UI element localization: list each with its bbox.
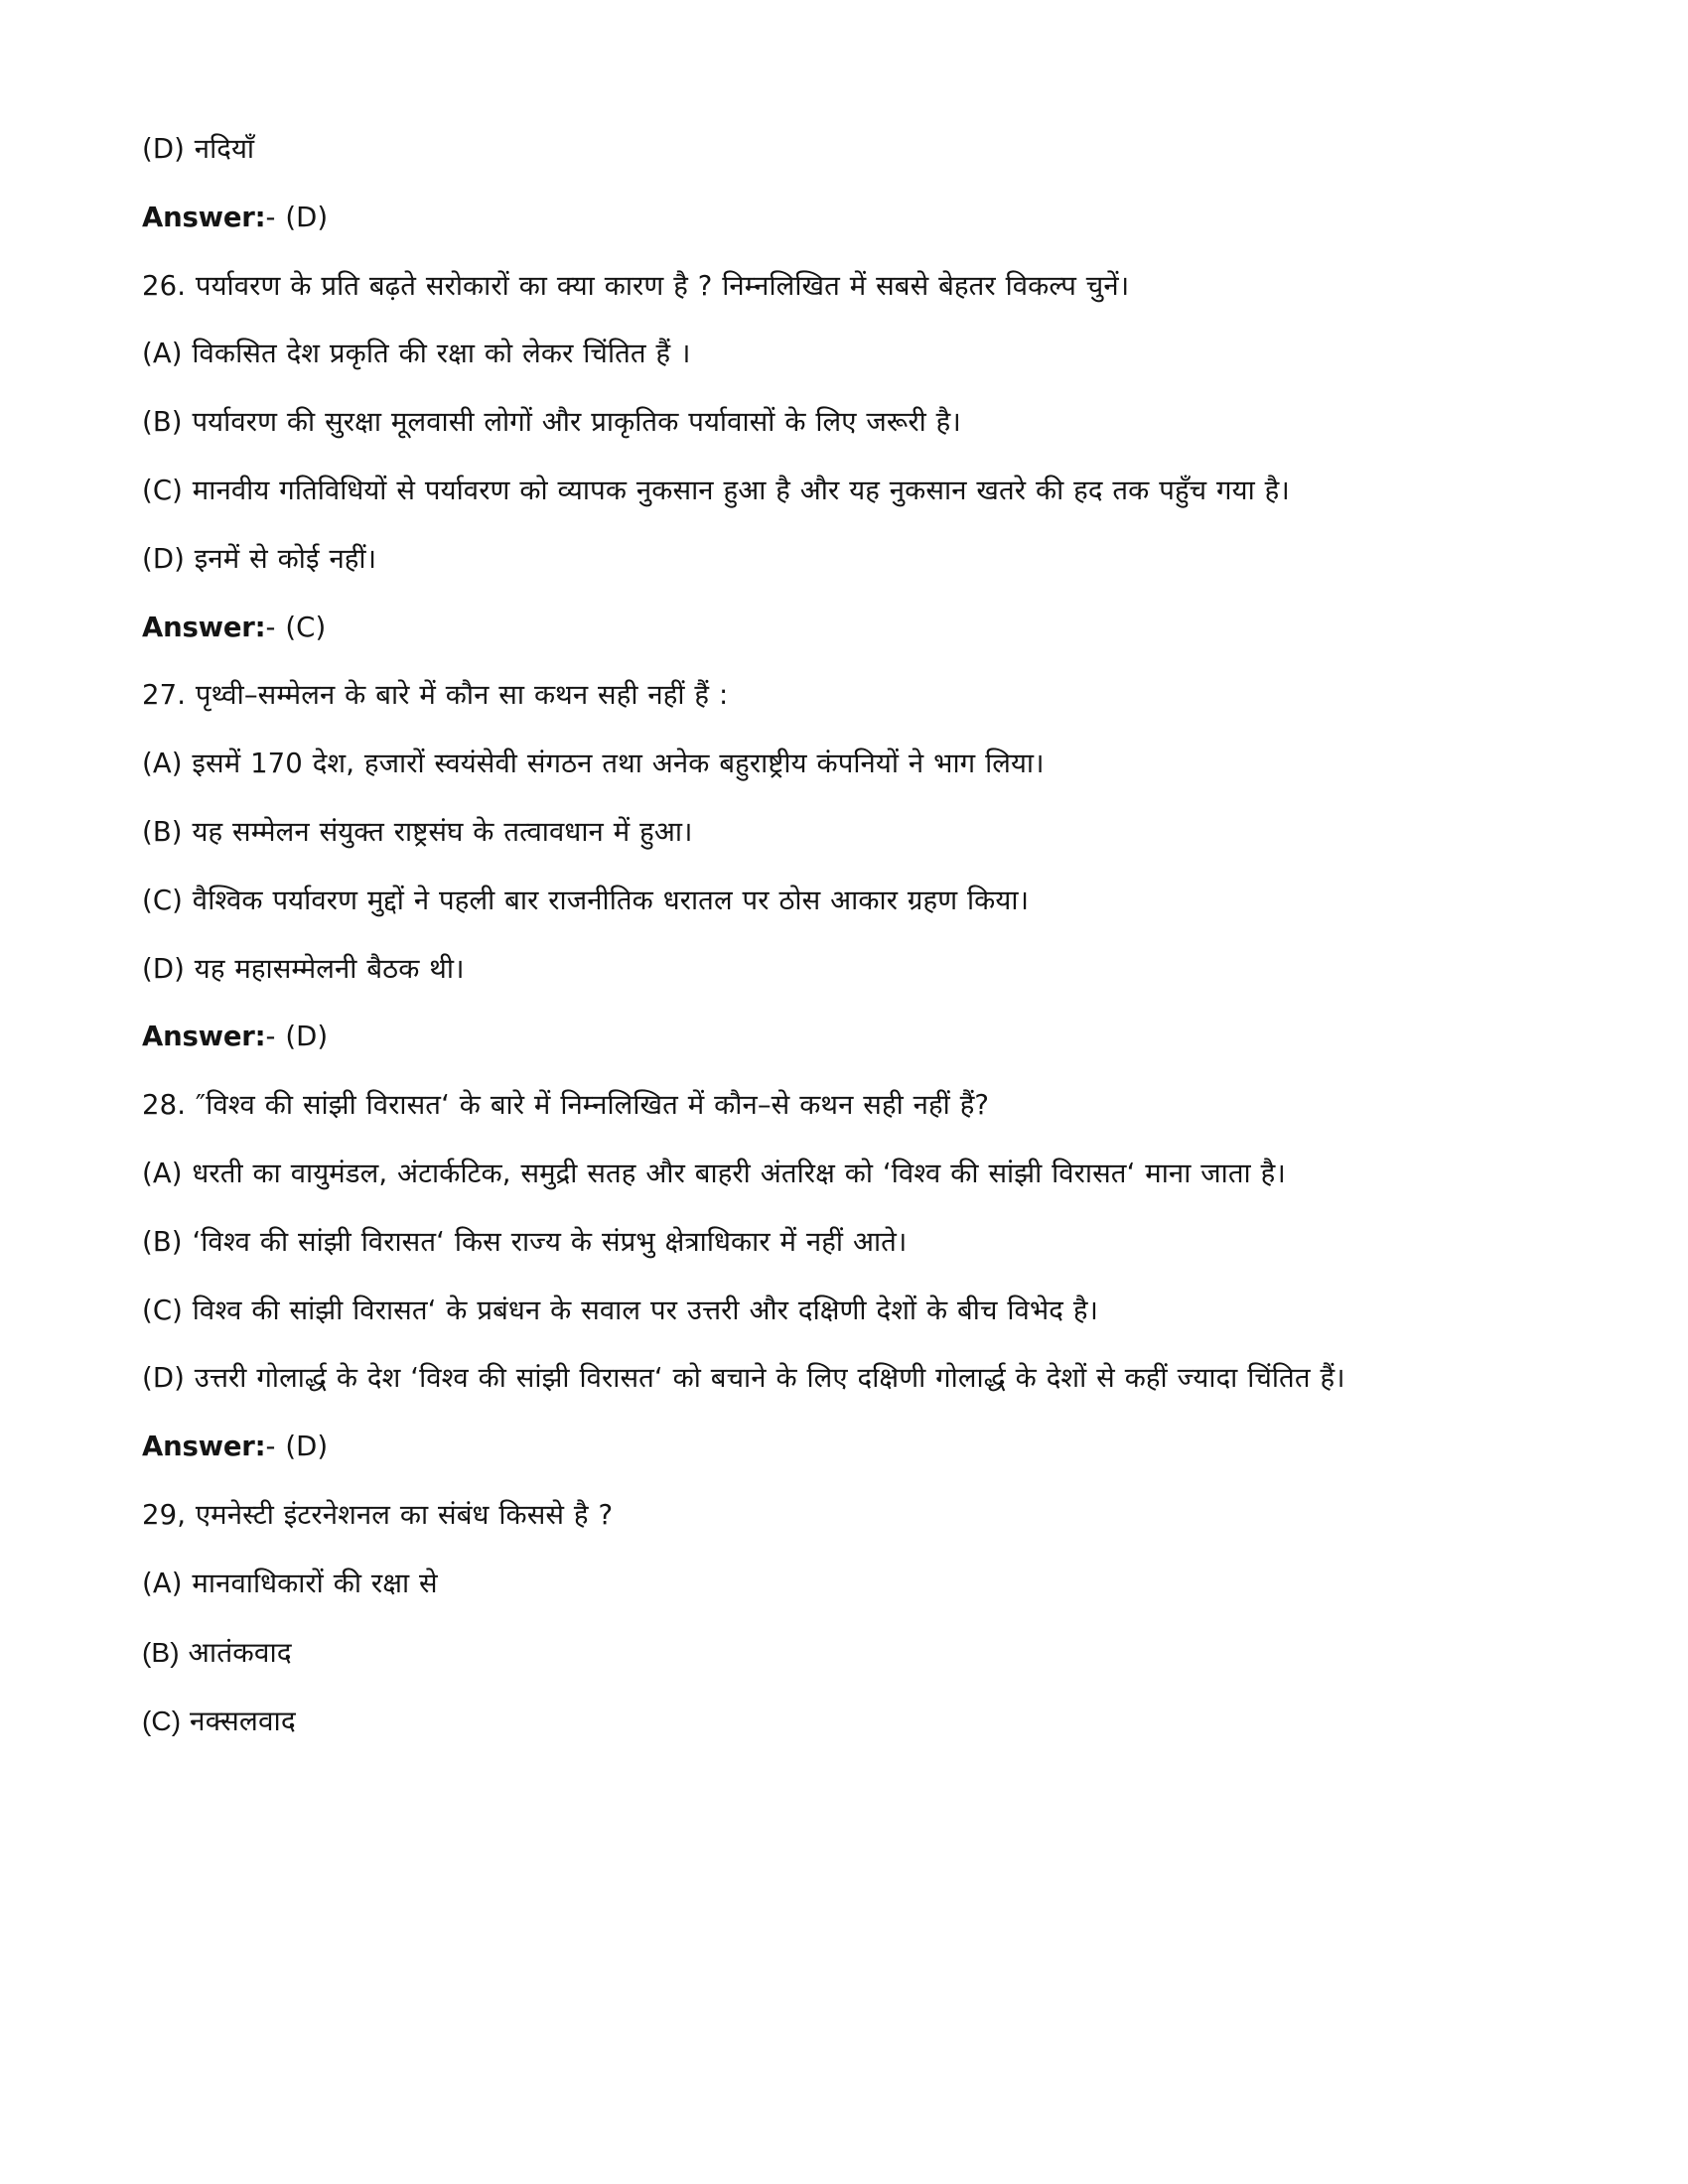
question-28: 28. ″विश्व की सांझी विरासत‘ के बारे में निम्नलिखित में कौन–से कथन सही नहीं हैं? [142,1089,990,1122]
question-26-option-c: (C) मानवीय गतिविधियों से पर्यावरण को व्यापक नुकसान हुआ है और यह नुकसान खतरे की हद तक पहुँच गया है। [142,474,1290,506]
question-28-option-d: (D) उत्तरी गोलार्द्ध के देश ‘विश्व की सांझी विरासत‘ को बचाने के लिए दक्षिणी गोलार्द्ध के देशों से कहीं ज्यादा चिंतित हैं। [142,1362,1345,1395]
question-26-option-b: (B) पर्यावरण की सुरक्षा मूलवासी लोगों और प्राकृतिक पर्यावासों के लिए जरूरी है। [142,406,961,439]
answer-value: - (C) [265,611,327,643]
answer-label: Answer: [142,611,266,643]
answer-label: Answer: [142,201,266,233]
answer-value: - (D) [265,1431,329,1463]
question-27: 27. पृथ्वी–सम्मेलन के बारे में कौन सा कथन सही नहीं हैं : [142,679,729,712]
question-26-option-a: (A) विकसित देश प्रकृति की रक्षा को लेकर चिंतित हैं । [142,338,691,370]
question-29: 29, एमनेस्टी इंटरनेशनल का संबंध किससे है ? [142,1498,614,1531]
question-27-option-a: (A) इसमें 170 देश, हजारों स्वयंसेवी संगठन तथा अनेक बहुराष्ट्रीय कंपनियों ने भाग लिया। [142,748,1045,780]
answer-question-28 [142,1427,1448,1468]
answer-question-27 [142,1017,1448,1058]
question-28-option-c: (C) विश्व की सांझी विरासत‘ के प्रबंधन के सवाल पर उत्तरी और दक्षिणी देशों के बीच विभेद है। [142,1294,1099,1326]
question-26: 26. पर्यावरण के प्रति बढ़ते सरोकारों का क्या कारण है ? निम्नलिखित में सबसे बेहतर विकल्प चुनें। [142,269,1130,302]
answer-label: Answer: [142,1431,266,1463]
answer-label: Answer: [142,1021,266,1053]
question-27-option-b: (B) यह सम्मेलन संयुक्त राष्ट्रसंघ के तत्वावधान में हुआ। [142,815,693,848]
question-28-option-a: (A) धरती का वायुमंडल, अंटार्कटिक, समुद्री सतह और बाहरी अंतरिक्ष को ‘विश्व की सांझी विरासत‘ माना जाता है। [142,1157,1286,1189]
answer-value: - (D) [265,1021,329,1053]
question-29-option-a: (A) मानवाधिकारों की रक्षा से [142,1567,438,1599]
question-27-option-d: (D) यह महासम्मेलनी बैठक थी। [142,952,465,985]
page-content [142,129,1448,1770]
option-d-prev-question: (D) नदियाँ [142,133,255,165]
question-29-option-b: (B) आतंकवाद [142,1636,292,1668]
question-29-option-c: (C) नक्सलवाद [142,1706,296,1737]
question-28-option-b: (B) ‘विश्व की सांझी विरासत‘ किस राज्य के संप्रभु क्षेत्राधिकार में नहीं आते। [142,1225,908,1258]
question-26-option-d: (D) इनमें से कोई नहीं। [142,542,377,575]
answer-value: - (D) [265,201,329,233]
answer-prev-question [142,198,1448,239]
answer-question-26 [142,608,1448,649]
question-27-option-c: (C) वैश्विक पर्यावरण मुद्दों ने पहली बार राजनीतिक धरातल पर ठोस आकार ग्रहण किया। [142,884,1030,916]
